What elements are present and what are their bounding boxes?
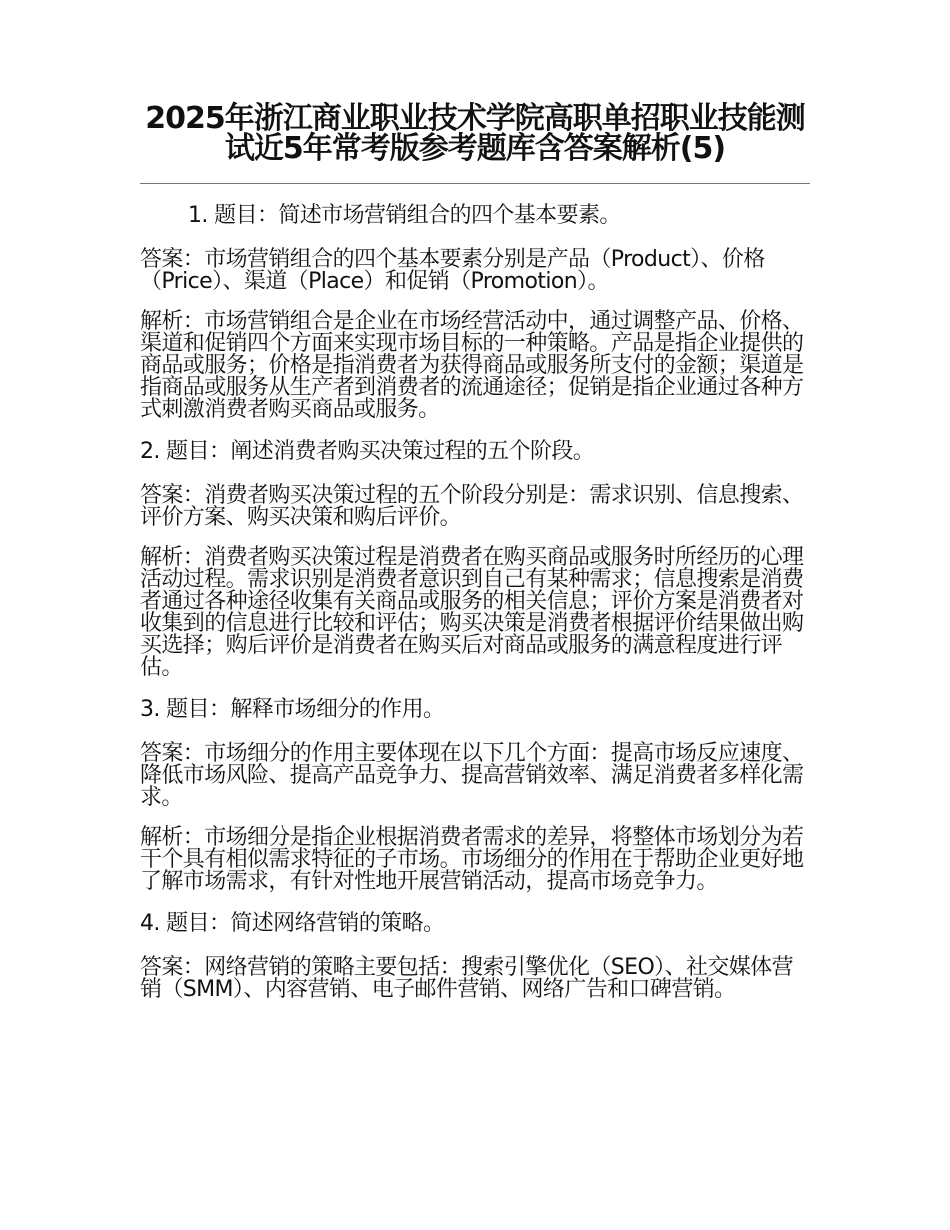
answer-4: 答案：网络营销的策略主要包括：搜索引擎优化（SEO）、社交媒体营销（SMM）、内容营销、电子邮件营销、网络广告和口碑营销。: [140, 955, 793, 1002]
answer-3: 答案：市场细分的作用主要体现在以下几个方面：提高市场反应速度、降低市场风险、提高产品竞争力、提高营销效率、满足消费者多样化需求。: [140, 741, 804, 810]
analysis-2: 解析：消费者购买决策过程是消费者在购买商品或服务时所经历的心理活动过程。需求识别是消费者意识到自己有某种需求；信息搜索是消费者通过各种途径收集有关商品或服务的相关信息；评价方案是消费者对收集到的信息进行比较和评估；购买决策是消费者根据评价结果做出购买选择；购后评价是消费者在购买后对商品或服务的满意程度进行评估。: [140, 545, 804, 680]
document-title: 2025年浙江商业职业技术学院高职单招职业技能测试近5年常考版参考题库含答案解析(5): [145, 101, 805, 166]
title-divider: [140, 183, 810, 184]
analysis-3: 解析：市场细分是指企业根据消费者需求的差异，将整体市场划分为若干个具有相似需求特征的子市场。市场细分的作用在于帮助企业更好地了解市场需求，有针对性地开展营销活动，提高市场竞争力。: [140, 825, 804, 894]
question-4: 4. 题目：简述网络营销的策略。: [140, 911, 445, 936]
question-3: 3. 题目：解释市场细分的作用。: [140, 697, 445, 722]
analysis-1: 解析：市场营销组合是企业在市场经营活动中，通过调整产品、价格、渠道和促销四个方面来实现市场目标的一种策略。产品是指企业提供的商品或服务；价格是指消费者为获得商品或服务所支付的金额；渠道是指商品或服务从生产者到消费者的流通途径；促销是指企业通过各种方式刺激消费者购买商品或服务。: [140, 309, 804, 422]
question-2: 2. 题目：阐述消费者购买决策过程的五个阶段。: [140, 439, 595, 464]
document-body: [140, 203, 810, 1019]
question-1: 1. 题目：简述市场营销组合的四个基本要素。: [188, 203, 621, 228]
answer-2: 答案：消费者购买决策过程的五个阶段分别是：需求识别、信息搜索、评价方案、购买决策和购后评价。: [140, 483, 804, 530]
answer-1: 答案：市场营销组合的四个基本要素分别是产品（Product）、价格（Price）、渠道（Place）和促销（Promotion）。: [140, 247, 765, 294]
